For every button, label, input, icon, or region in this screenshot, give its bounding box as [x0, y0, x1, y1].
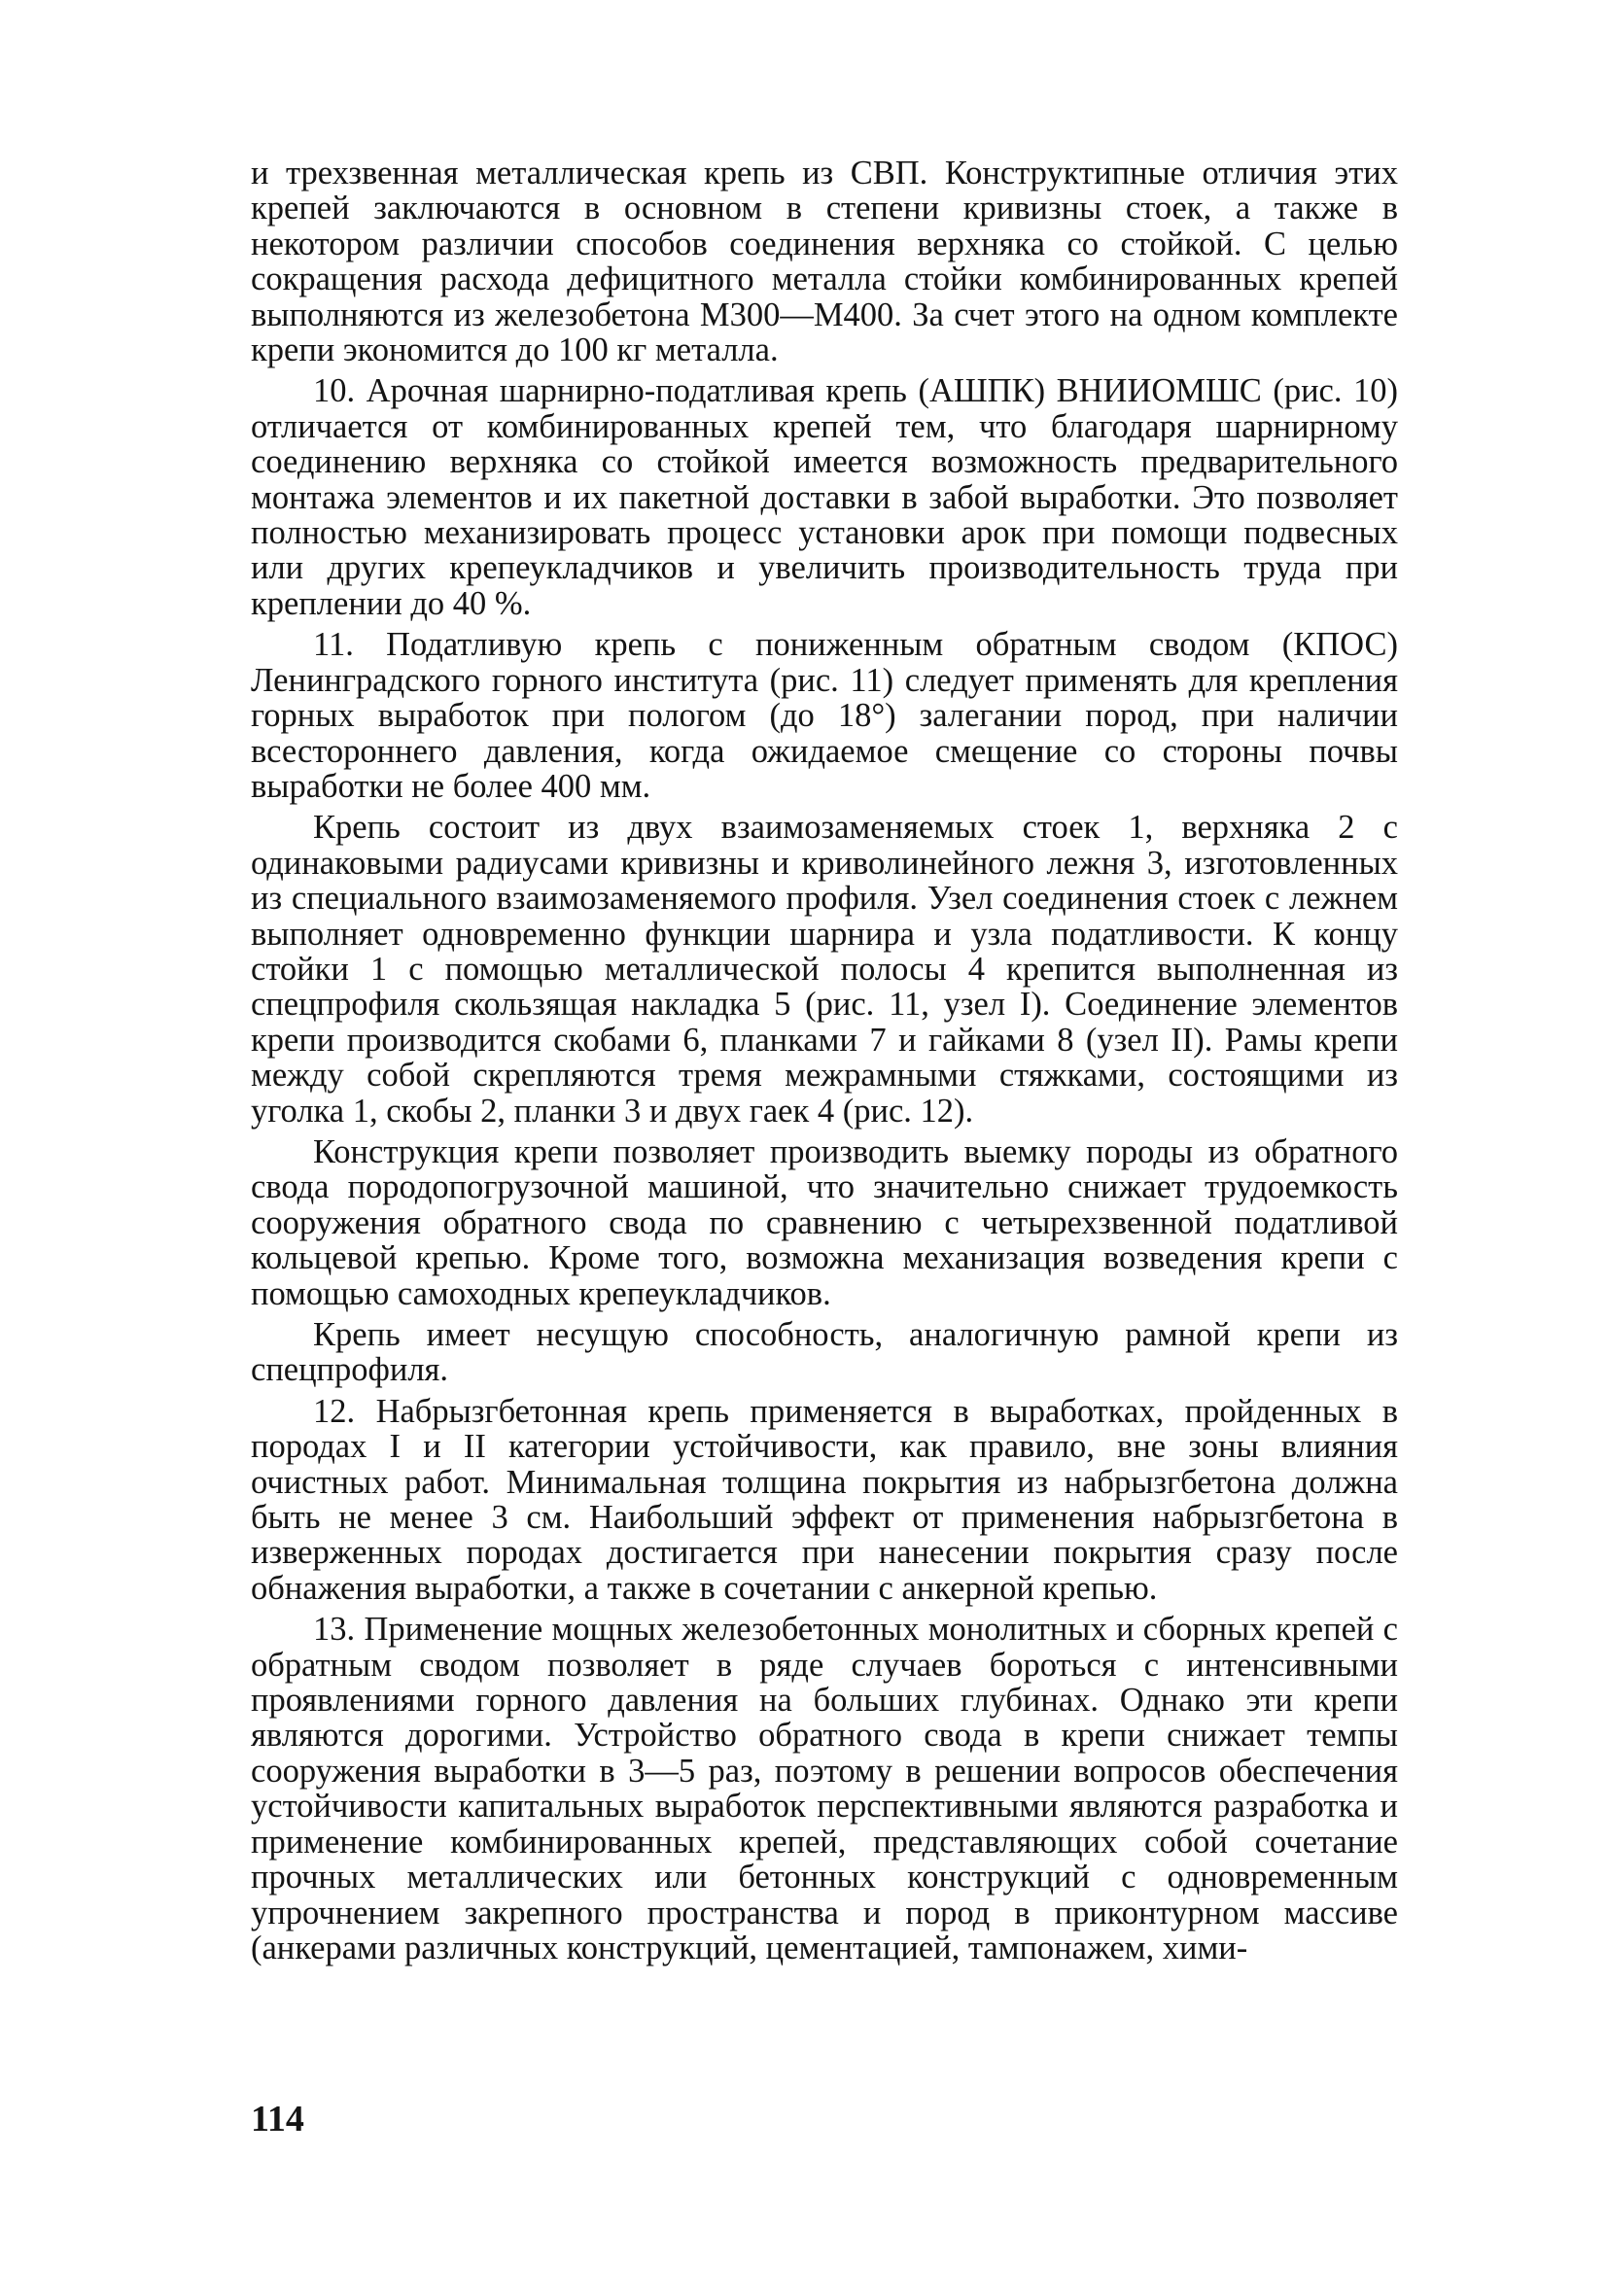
page-body	[251, 156, 1398, 1966]
paragraph-item-13: 13. Применение мощных железобетонных монолитных и сборных крепей с обратным сводом позволяет в ряде случаев бороться с интенсивными проявлениями горного давления на больших глубинах. Однако эти крепи являются дорогими. Устройство обратного свода в крепи снижает темпы сооружения выработки в 3—5 раз, поэтому в решении вопросов обеспечения устойчивости капитальных выработок перспективными являются разработка и применение комбинированных крепей, представляющих собой сочетание прочных металлических или бетонных конструкций с одновременным упрочнением закрепного пространства и пород в приконтурном массиве (анкерами различных конструкций, цементацией, тампонажем, хими-	[251, 1611, 1398, 1966]
page-number: 114	[251, 2099, 304, 2139]
paragraph-continuation: и трехзвенная металлическая крепь из СВП. Конструктипные отличия этих крепей заключаются в основном в степени кривизны стоек, а также в некотором различии способов соединения верхняка со стойкой. С целью сокращения расхода дефицитного металла стойки комбинированных крепей выполняются из железобетона М300—М400. За счет этого на одном комплекте крепи экономится до 100 кг металла.	[251, 155, 1398, 369]
paragraph-item-12: 12. Набрызгбетонная крепь применяется в выработках, пройденных в породах I и II категории устойчивости, как правило, вне зоны влияния очистных работ. Минимальная толщина покрытия из набрызгбетона должна быть не менее 3 см. Наибольший эффект от применения набрызгбетона в изверженных породах достигается при нанесении покрытия сразу после обнажения выработки, а также в сочетании с анкерной крепью.	[251, 1392, 1398, 1607]
paragraph-construction: Конструкция крепи позволяет производить выемку породы из обратного свода породопогрузочной машиной, что значительно снижает трудоемкость сооружения обратного свода по сравнению с четырехзвенной податливой кольцевой крепью. Кроме того, возможна механизация возведения крепи с помощью самоходных крепеукладчиков.	[251, 1132, 1398, 1312]
paragraph-item-11: 11. Податливую крепь с пониженным обратным сводом (КПОС) Ленинградского горного института (рис. 11) следует применять для крепления горных выработок при пологом (до 18°) залегании пород, при наличии всестороннего давления, когда ожидаемое смещение со стороны почвы выработки не более 400 мм.	[251, 626, 1398, 805]
paragraph-item-10: 10. Арочная шарнирно-податливая крепь (АШПК) ВНИИОМШС (рис. 10) отличается от комбинированных крепей тем, что благодаря шарнирному соединению верхняка со стойкой имеется возможность предварительного монтажа элементов и их пакетной доставки в забой выработки. Это позволяет полностью механизировать процесс установки арок при помощи подвесных или других крепеукладчиков и увеличить производительность труда при креплении до 40 %.	[251, 372, 1398, 622]
paragraph-bearing-capacity: Крепь имеет несущую способность, аналогичную рамной крепи из спецпрофиля.	[251, 1316, 1398, 1389]
paragraph-support-structure: Крепь состоит из двух взаимозаменяемых стоек 1, верхняка 2 с одинаковыми радиусами кривизны и криволинейного лежня 3, изготовленных из специального взаимозаменяемого профиля. Узел соединения стоек с лежнем выполняет одновременно функции шарнира и узла податливости. К концу стойки 1 с помощью металлической полосы 4 крепится выполненная из спецпрофиля скользящая накладка 5 (рис. 11, узел I). Соединение элементов крепи производится скобами 6, планками 7 и гайками 8 (узел II). Рамы крепи между собой скрепляются тремя межрамными стяжками, состоящими из уголка 1, скобы 2, планки 3 и двух гаек 4 (рис. 12).	[251, 809, 1398, 1130]
